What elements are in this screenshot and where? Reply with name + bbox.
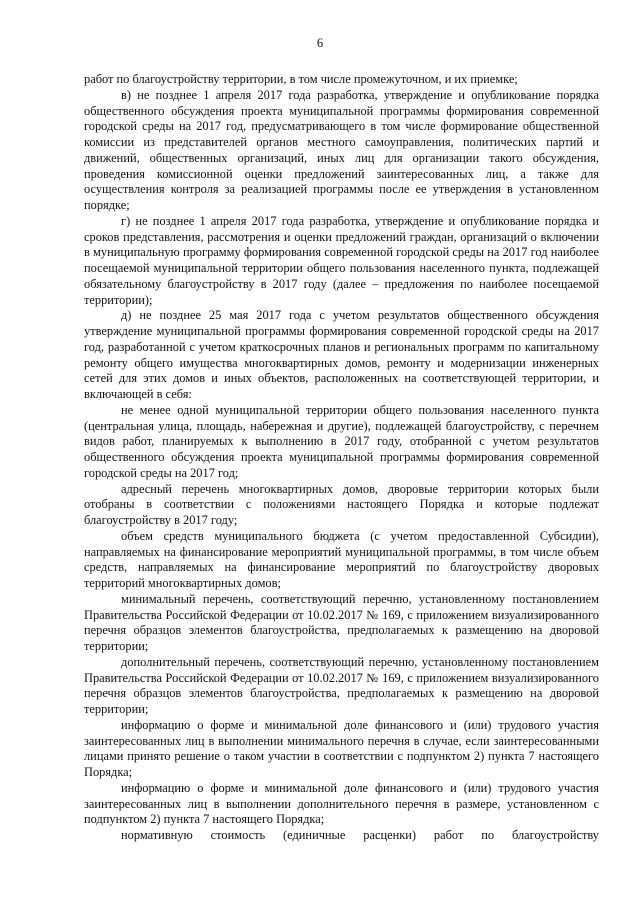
document-body xyxy=(84,72,599,844)
paragraph-item-g: г) не позднее 1 апреля 2017 года разработка, утверждение и опубликование порядка и сроков представления, рассмотрения и оценки предложений граждан, организаций о включении в муниципальную программу формирования современной городской среды на 2017 год наиболее посещаемой муниципальной территории общего пользования населенного пункта, подлежащей обязательному благоустройству в 2017 году (далее – предложения по наиболее посещаемой территории); xyxy=(84,213,599,307)
paragraph-participation-minimal: информацию о форме и минимальной доле финансового и (или) трудового участия заинтересованных лиц в выполнении минимального перечня в случае, если заинтересованными лицами принято решение о таком участии в соответствии с подпунктом 2) пункта 7 настоящего Порядка; xyxy=(84,717,599,779)
paragraph-continuation: работ по благоустройству территории, в том числе промежуточном, и их приемке; xyxy=(84,72,518,86)
paragraph-address-list: адресный перечень многоквартирных домов, дворовые территории которых были отобраны в соответствии с положениями настоящего Порядка и которые подлежат благоустройству в 2017 году; xyxy=(84,481,599,527)
paragraph-item-v: в) не позднее 1 апреля 2017 года разработка, утверждение и опубликование порядка общественного обсуждения проекта муниципальной программы формирования современной городской среды на 2017 год, предусматривающего в том числе формирование общественной комиссии из представителей органов местного самоуправления, политических партий и движений, общественных организаций, иных лиц для организации такого обсуждения, проведения комиссионной оценки предложений заинтересованных лиц, а также для осуществления контроля за реализацией программы после ее утверждения в установленном порядке; xyxy=(84,87,599,212)
paragraph-minimal-list: минимальный перечень, соответствующий перечню, установленному постановлением Правительства Российской Федерации от 10.02.2017 № 169, с приложением визуализированного перечня образцов элементов благоустройства, предполагаемых к размещению на дворовой территории; xyxy=(84,591,599,653)
paragraph-public-territory: не менее одной муниципальной территории общего пользования населенного пункта (центральная улица, площадь, набережная и другие), подлежащей благоустройству, с перечнем видов работ, планируемых к выполнению в 2017 году, отобранной с учетом результатов общественного обсуждения проекта муниципальной программы формирования современной городской среды на 2017 год; xyxy=(84,402,599,480)
paragraph-participation-additional: информацию о форме и минимальной доле финансового и (или) трудового участия заинтересованных лиц в выполнении дополнительного перечня в размере, установленном с подпунктом 2) пункта 7 настоящего Порядка; xyxy=(84,780,599,827)
paragraph-item-d: д) не позднее 25 мая 2017 года с учетом результатов общественного обсуждения утверждение муниципальной программы формирования современной городской среды на 2017 год, разработанной с учетом краткосрочных планов и региональных программ по капитальному ремонту общего имущества многоквартирных домов, ремонту и модернизации инженерных сетей для этих домов и иных объектов, расположенных на соответствующей территории, и включающей в себя: xyxy=(84,308,599,401)
paragraph-normative-cost: нормативную стоимость (единичные расценки) работ по благоустройству xyxy=(121,828,599,842)
paragraph-additional-list: дополнительный перечень, соответствующий перечню, установленному постановлением Правительства Российской Федерации от 10.02.2017 № 169, с приложением визуализированного перечня образцов элементов благоустройства, предполагаемых к размещению на дворовой территории; xyxy=(84,654,599,716)
paragraph-budget-volume: объем средств муниципального бюджета (с учетом предоставленной Субсидии), направляемых на финансирование мероприятий муниципальной программы, в том числе объем средств, направляемых на финансирование мероприятий по благоустройству дворовых территорий многоквартирных домов; xyxy=(84,528,599,590)
page-number: 6 xyxy=(316,36,324,50)
